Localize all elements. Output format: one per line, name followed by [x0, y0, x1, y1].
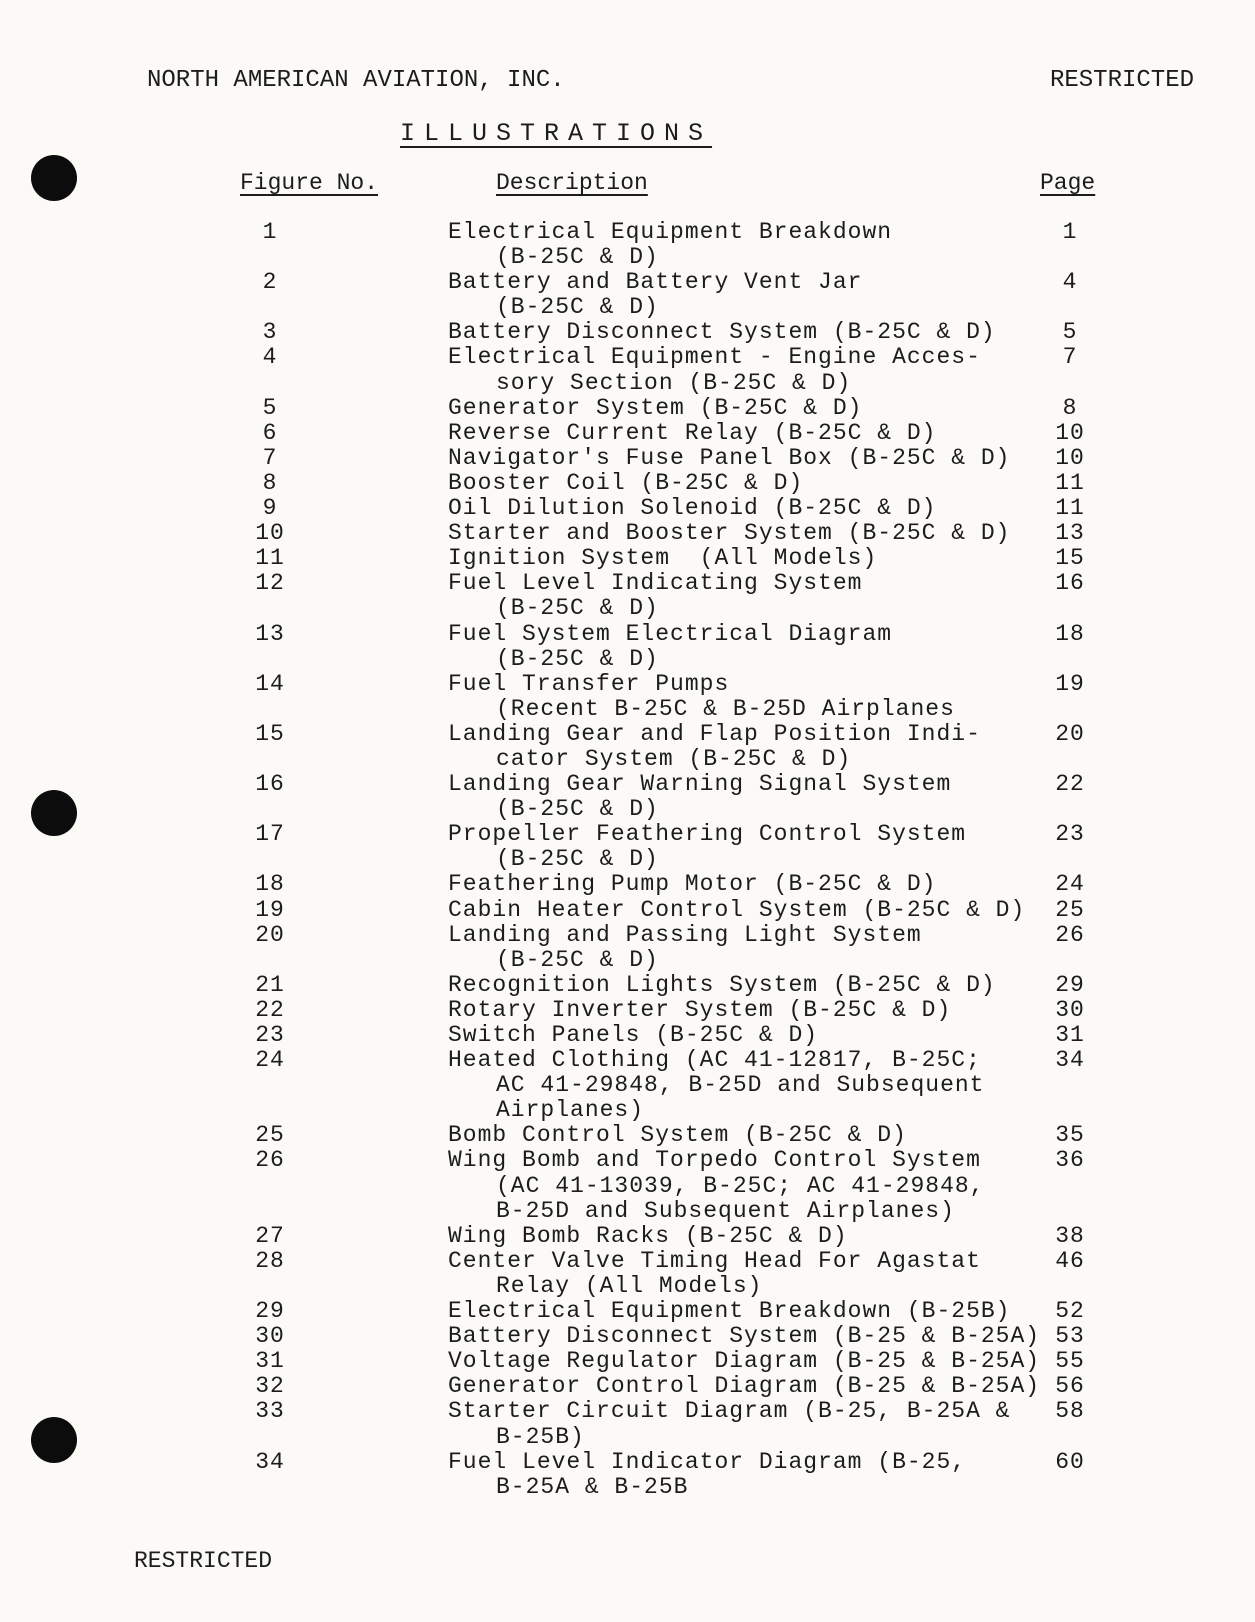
description-line: (B-25C & D): [496, 796, 659, 823]
description-line: (B-25C & D): [496, 294, 659, 321]
description-line: Voltage Regulator Diagram (B-25 & B-25A): [448, 1348, 1041, 1375]
description-line: B-25D and Subsequent Airplanes): [496, 1197, 955, 1224]
figure-number: 17: [255, 821, 285, 848]
list-item: [0, 898, 1255, 923]
description-line: (B-25C & D): [496, 645, 659, 672]
figure-description: [448, 1224, 1068, 1249]
list-item: [0, 320, 1255, 345]
description-line: Battery and Battery Vent Jar: [448, 269, 863, 296]
figure-description: [448, 622, 1068, 672]
figure-description: [448, 396, 1068, 421]
figure-description: [448, 446, 1068, 471]
page-number: 56: [1055, 1373, 1085, 1400]
figure-number: 15: [255, 720, 285, 747]
page-number: 38: [1055, 1222, 1085, 1249]
list-item: [0, 1399, 1255, 1449]
description-line: Electrical Equipment - Engine Acces-: [448, 344, 981, 371]
figure-number: 22: [255, 996, 285, 1023]
page-number: 34: [1055, 1047, 1085, 1074]
list-item: [0, 1299, 1255, 1324]
figure-description: [448, 1148, 1068, 1223]
page-number: 58: [1055, 1398, 1085, 1425]
list-item: [0, 220, 1255, 270]
list-item: [0, 1023, 1255, 1048]
description-line: Battery Disconnect System (B-25C & D): [448, 319, 996, 346]
page-title: ILLUSTRATIONS: [400, 119, 713, 148]
page-number: 36: [1055, 1147, 1085, 1174]
figure-description: [448, 1023, 1068, 1048]
description-line: Fuel Transfer Pumps: [448, 670, 730, 697]
figure-number: 34: [255, 1448, 285, 1475]
illustrations-list: [0, 220, 1255, 1500]
figure-number: 1: [262, 219, 278, 245]
figure-description: [448, 1399, 1068, 1449]
figure-number: 5: [262, 394, 278, 421]
list-item: [0, 571, 1255, 621]
figure-number: 6: [262, 419, 278, 446]
figure-number: 26: [255, 1147, 285, 1174]
list-item: [0, 973, 1255, 998]
description-line: Electrical Equipment Breakdown: [448, 219, 893, 245]
page-number: 13: [1055, 520, 1085, 547]
figure-description: [448, 772, 1068, 822]
page-number: 22: [1055, 771, 1085, 798]
description-line: Ignition System (All Models): [448, 545, 878, 572]
page-number: 55: [1055, 1348, 1085, 1375]
classification-footer: RESTRICTED: [134, 1548, 273, 1574]
description-line: B-25A & B-25B: [496, 1473, 689, 1500]
page-number: 18: [1055, 620, 1085, 647]
page-number: 20: [1055, 720, 1085, 747]
figure-number: 16: [255, 771, 285, 798]
figure-number: 9: [262, 495, 278, 522]
description-line: Oil Dilution Solenoid (B-25C & D): [448, 495, 937, 522]
description-line: Feathering Pump Motor (B-25C & D): [448, 871, 937, 898]
figure-description: [448, 1349, 1068, 1374]
description-line: B-25B): [496, 1423, 585, 1450]
figure-description: [448, 345, 1068, 395]
list-item: [0, 345, 1255, 395]
list-item: [0, 1224, 1255, 1249]
description-line: (B-25C & D): [496, 244, 659, 271]
description-line: (B-25C & D): [496, 595, 659, 622]
figure-number: 33: [255, 1398, 285, 1425]
description-line: Navigator's Fuse Panel Box (B-25C & D): [448, 444, 1011, 471]
description-line: Booster Coil (B-25C & D): [448, 469, 804, 496]
page-number: 24: [1055, 871, 1085, 898]
description-line: Reverse Current Relay (B-25C & D): [448, 419, 937, 446]
column-header-figure: Figure No.: [240, 170, 379, 196]
company-header: NORTH AMERICAN AVIATION, INC.: [147, 67, 565, 94]
figure-number: 10: [255, 520, 285, 547]
list-item: [0, 923, 1255, 973]
figure-description: [448, 1374, 1068, 1399]
list-item: [0, 1123, 1255, 1148]
page-number: 11: [1055, 495, 1085, 522]
figure-description: [448, 872, 1068, 897]
page-number: 11: [1055, 469, 1085, 496]
description-line: Fuel Level Indicator Diagram (B-25,: [448, 1448, 967, 1475]
description-line: Fuel Level Indicating System: [448, 570, 863, 597]
page-number: 35: [1055, 1122, 1085, 1149]
description-line: Wing Bomb and Torpedo Control System: [448, 1147, 981, 1174]
description-line: Landing Gear and Flap Position Indi-: [448, 720, 981, 747]
figure-description: [448, 1324, 1068, 1349]
list-item: [0, 1450, 1255, 1500]
figure-number: 31: [255, 1348, 285, 1375]
figure-description: [448, 722, 1068, 772]
figure-description: [448, 270, 1068, 320]
description-line: AC 41-29848, B-25D and Subsequent: [496, 1072, 985, 1099]
figure-number: 28: [255, 1247, 285, 1274]
page-number: 8: [1062, 394, 1078, 421]
page-number: 30: [1055, 996, 1085, 1023]
list-item: [0, 1148, 1255, 1223]
classification-header: RESTRICTED: [1049, 67, 1194, 94]
page-number: 60: [1055, 1448, 1085, 1475]
list-item: [0, 1324, 1255, 1349]
list-item: [0, 772, 1255, 822]
figure-number: 18: [255, 871, 285, 898]
page-number: 7: [1062, 344, 1078, 371]
figure-number: 25: [255, 1122, 285, 1149]
figure-description: [448, 1299, 1068, 1324]
figure-description: [448, 546, 1068, 571]
description-line: Propeller Feathering Control System: [448, 821, 967, 848]
list-item: [0, 546, 1255, 571]
page-number: 4: [1062, 269, 1078, 296]
figure-number: 14: [255, 670, 285, 697]
description-line: Starter Circuit Diagram (B-25, B-25A &: [448, 1398, 1011, 1425]
figure-description: [448, 923, 1068, 973]
description-line: Landing Gear Warning Signal System: [448, 771, 952, 798]
description-line: (AC 41-13039, B-25C; AC 41-29848,: [496, 1172, 985, 1199]
figure-number: 32: [255, 1373, 285, 1400]
list-item: [0, 1048, 1255, 1123]
figure-number: 13: [255, 620, 285, 647]
list-item: [0, 672, 1255, 722]
page-number: 29: [1055, 971, 1085, 998]
description-line: Recognition Lights System (B-25C & D): [448, 971, 996, 998]
figure-description: [448, 672, 1068, 722]
figure-description: [448, 421, 1068, 446]
page-number: 10: [1055, 419, 1085, 446]
binder-hole-top: [31, 155, 77, 201]
description-line: Relay (All Models): [496, 1272, 763, 1299]
description-line: Rotary Inverter System (B-25C & D): [448, 996, 952, 1023]
page-number: 16: [1055, 570, 1085, 597]
description-line: Fuel System Electrical Diagram: [448, 620, 893, 647]
figure-number: 29: [255, 1298, 285, 1325]
figure-number: 8: [262, 469, 278, 496]
figure-number: 21: [255, 971, 285, 998]
page-number: 5: [1062, 319, 1078, 346]
description-line: Bomb Control System (B-25C & D): [448, 1122, 907, 1149]
list-item: [0, 1349, 1255, 1374]
page-number: 53: [1055, 1323, 1085, 1350]
list-item: [0, 722, 1255, 772]
page-number: 10: [1055, 444, 1085, 471]
figure-description: [448, 1249, 1068, 1299]
description-line: Airplanes): [496, 1097, 645, 1124]
description-line: Cabin Heater Control System (B-25C & D): [448, 896, 1026, 923]
figure-description: [448, 521, 1068, 546]
list-item: [0, 521, 1255, 546]
list-item: [0, 446, 1255, 471]
description-line: Generator System (B-25C & D): [448, 394, 863, 421]
description-line: Generator Control Diagram (B-25 & B-25A): [448, 1373, 1041, 1400]
page-number: 26: [1055, 921, 1085, 948]
description-line: cator System (B-25C & D): [496, 745, 852, 772]
description-line: Landing and Passing Light System: [448, 921, 922, 948]
page-number: 25: [1055, 896, 1085, 923]
figure-number: 7: [262, 444, 278, 471]
figure-description: [448, 973, 1068, 998]
figure-number: 23: [255, 1022, 285, 1048]
figure-description: [448, 998, 1068, 1023]
description-line: Electrical Equipment Breakdown (B-25B): [448, 1298, 1011, 1325]
description-line: Switch Panels (B-25C & D): [448, 1022, 819, 1048]
figure-description: [448, 220, 1068, 270]
list-item: [0, 998, 1255, 1023]
list-item: [0, 421, 1255, 446]
list-item: [0, 1374, 1255, 1399]
figure-description: [448, 822, 1068, 872]
figure-number: 19: [255, 896, 285, 923]
figure-number: 30: [255, 1323, 285, 1350]
list-item: [0, 872, 1255, 897]
column-header-description: Description: [496, 170, 648, 196]
page-number: 52: [1055, 1298, 1085, 1325]
list-item: [0, 496, 1255, 521]
figure-description: [448, 1048, 1068, 1123]
list-item: [0, 471, 1255, 496]
list-item: [0, 396, 1255, 421]
description-line: (B-25C & D): [496, 946, 659, 973]
page-number: 19: [1055, 670, 1085, 697]
figure-description: [448, 571, 1068, 621]
figure-description: [448, 320, 1068, 345]
page-number: 31: [1055, 1022, 1085, 1048]
list-item: [0, 622, 1255, 672]
figure-number: 4: [262, 344, 278, 371]
description-line: Starter and Booster System (B-25C & D): [448, 520, 1011, 547]
column-header-page: Page: [1040, 170, 1096, 196]
description-line: Battery Disconnect System (B-25 & B-25A): [448, 1323, 1041, 1350]
list-item: [0, 822, 1255, 872]
list-item: [0, 1249, 1255, 1299]
figure-description: [448, 1123, 1068, 1148]
figure-description: [448, 1450, 1068, 1500]
description-line: (Recent B-25C & B-25D Airplanes: [496, 695, 955, 722]
page-number: 15: [1055, 545, 1085, 572]
description-line: Center Valve Timing Head For Agastat: [448, 1247, 981, 1274]
figure-number: 20: [255, 921, 285, 948]
figure-number: 24: [255, 1047, 285, 1074]
figure-description: [448, 496, 1068, 521]
page-number: 23: [1055, 821, 1085, 848]
figure-number: 2: [262, 269, 278, 296]
description-line: (B-25C & D): [496, 846, 659, 873]
description-line: Wing Bomb Racks (B-25C & D): [448, 1222, 848, 1249]
description-line: Heated Clothing (AC 41-12817, B-25C;: [448, 1047, 981, 1074]
figure-number: 11: [255, 545, 285, 572]
figure-number: 3: [262, 319, 278, 346]
page-number: 1: [1062, 219, 1078, 245]
figure-number: 27: [255, 1222, 285, 1249]
description-line: sory Section (B-25C & D): [496, 369, 852, 396]
figure-description: [448, 898, 1068, 923]
figure-number: 12: [255, 570, 285, 597]
list-item: [0, 270, 1255, 320]
page-number: 46: [1055, 1247, 1085, 1274]
figure-description: [448, 471, 1068, 496]
